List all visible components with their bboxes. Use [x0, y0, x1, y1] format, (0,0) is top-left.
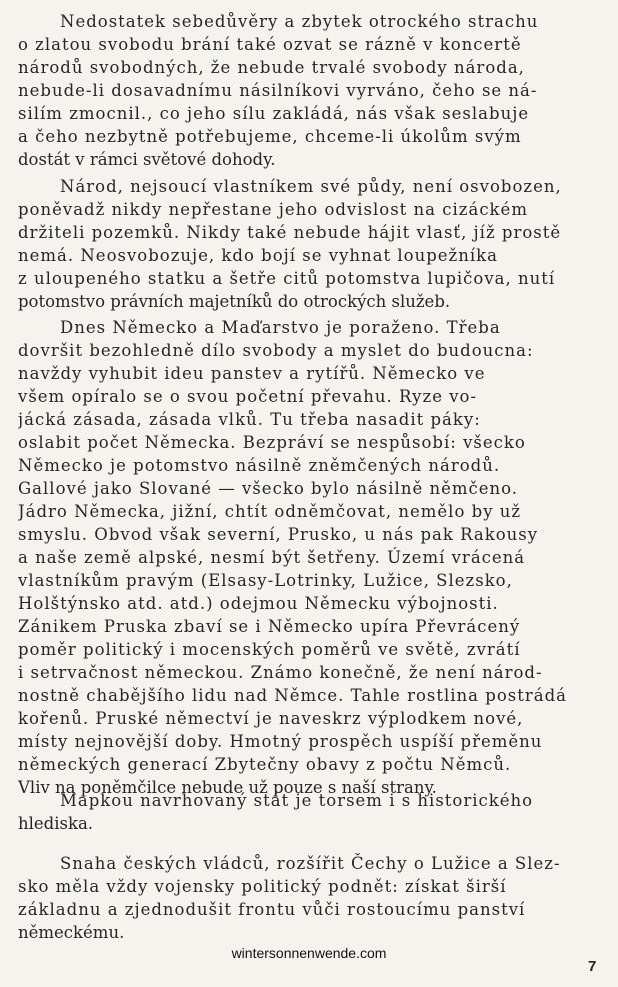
text-line: Holštýnsko atd. atd.) odejmou Německu výbojnosti.: [18, 594, 499, 613]
text-line: navždy vyhubit ideu panstev a rytířů. Německo ve: [18, 364, 486, 383]
footer-watermark-url: wintersonnenwende.com: [231, 945, 387, 961]
text-line: Mapkou navrhovaný stát je torsem i s historického: [60, 791, 534, 810]
paragraph-1: [18, 10, 602, 171]
paragraph-5: [18, 852, 602, 944]
text-line: dovršit bezohledně dílo svobody a myslet do budoucna:: [18, 341, 534, 360]
text-line: poněvadž nikdy nepřestane jeho odvislost na cizáckém: [18, 200, 528, 219]
page-number: 7: [588, 958, 597, 975]
text-line: Národ, nejsoucí vlastníkem své půdy, není osvobozen,: [60, 177, 562, 196]
text-line: jácká zásada, zásada vlků. Tu třeba nasadit páky:: [18, 410, 481, 429]
text-line: Vliv na poněmčilce nebude už pouze s naší strany.: [18, 778, 437, 797]
text-line: Snaha českých vládců, rozšířit Čechy o Lužice a Slez-: [60, 854, 561, 873]
text-line: místy nejnovější doby. Hmotný prospěch uspíší přeměnu: [18, 732, 543, 751]
text-line: i setrvačnost německou. Známo konečně, že není národ-: [18, 663, 543, 682]
text-line: Dnes Německo a Maďarstvo je poraženo. Třeba: [60, 318, 501, 337]
text-line: a čeho nezbytně potřebujeme, chceme-li úkolům svým: [18, 127, 522, 146]
text-line: nemá. Neosvobozuje, kdo bojí se vyhnat loupežníka: [18, 246, 498, 265]
text-line: potomstvo právních majetníků do otrockých služeb.: [18, 292, 451, 311]
text-line: sko měla vždy vojensky politický podnět: získat širší: [18, 877, 507, 896]
paragraph-2: [18, 175, 602, 313]
text-line: vlastníkům pravým (Elsasy-Lotrinky, Lužice, Slezsko,: [18, 571, 513, 590]
text-line: Jádro Německa, jižní, chtít odněmčovat, nemělo by už: [18, 502, 522, 521]
text-line: Zánikem Pruska zbaví se i Německo upíra Převrácený: [18, 617, 521, 636]
text-line: a naše země alpské, nesmí být šetřeny. Území vrácená: [18, 548, 526, 567]
text-line: silím zmocnil., co jeho sílu zakládá, nás však seslabuje: [18, 104, 530, 123]
text-line: kořenů. Pruské němectví je naveskrz výplodkem nové,: [18, 709, 524, 728]
text-line: poměr politický i mocenských poměrů ve světě, zvrátí: [18, 640, 521, 659]
paragraph-4: [18, 789, 602, 835]
text-line: národů svobodných, že nebude trvalé svobody národa,: [18, 58, 525, 77]
text-line: smyslu. Obvod však severní, Prusko, u nás pak Rakousy: [18, 525, 539, 544]
text-line: Gallové jako Slované — všecko bylo násilně němčeno.: [18, 479, 519, 498]
text-line: nebude-li dosavadnímu násilníkovi vyrváno, čeho se ná-: [18, 81, 538, 100]
text-line: německému.: [18, 923, 125, 942]
text-line: Německo je potomstvo násilně zněmčených národů.: [18, 456, 501, 475]
text-line: německých generací Zbytečny obavy z počtu Němců.: [18, 755, 512, 774]
text-line: z uloupeného statku a šetře citů potomstva lupičova, nutí: [18, 269, 556, 288]
text-line: základnu a zjednodušit frontu vůči rostoucímu panství: [18, 900, 526, 919]
text-line: nostně chabějšího lidu nad Němce. Tahle rostlina postrádá: [18, 686, 567, 705]
text-line: držiteli pozemků. Nikdy také nebude hájit vlasť, jíž prostě: [18, 223, 562, 242]
text-line: o zlatou svobodu brání také ozvat se rázně v koncertě: [18, 35, 522, 54]
text-line: hlediska.: [18, 814, 94, 833]
text-line: Nedostatek sebedůvěry a zbytek otrockého strachu: [60, 12, 539, 31]
text-line: dostát v rámci světové dohody.: [18, 150, 276, 169]
text-line: všem opíralo se o svou početní převahu. Ryze vo-: [18, 387, 478, 406]
paragraph-3: [18, 316, 602, 799]
text-line: oslabit počet Německa. Bezpráví se nespůsobí: všecko: [18, 433, 526, 452]
